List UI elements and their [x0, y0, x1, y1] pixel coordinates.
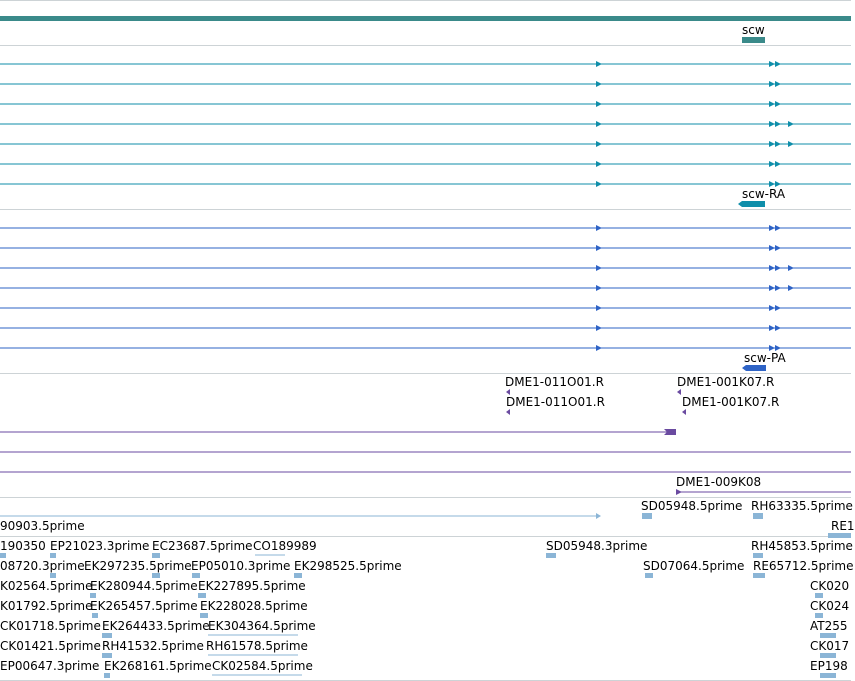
- est-label[interactable]: SD05948.5prime: [641, 499, 743, 513]
- est-label[interactable]: EK228028.5prime: [200, 599, 308, 613]
- est-label[interactable]: EK265457.5prime: [90, 599, 198, 613]
- est-feature[interactable]: [815, 593, 823, 598]
- est-label[interactable]: EK297235.5prime: [84, 559, 192, 573]
- gene-feature-scw[interactable]: [742, 37, 765, 43]
- oligo-marker[interactable]: [682, 409, 686, 415]
- est-feature[interactable]: [192, 573, 200, 578]
- est-label[interactable]: SD07064.5prime: [643, 559, 745, 573]
- est-feature[interactable]: [0, 553, 6, 558]
- est-feature[interactable]: [152, 553, 160, 558]
- transcript-pa-feature-arrow: [742, 365, 746, 371]
- est-feature[interactable]: [645, 573, 653, 578]
- est-label[interactable]: CK017: [810, 639, 850, 653]
- oligo-label[interactable]: DME1-009K08: [676, 475, 762, 489]
- track-separator: [0, 0, 851, 1]
- transcript-pa-feature[interactable]: [746, 365, 766, 371]
- est-label[interactable]: CK020: [810, 579, 850, 593]
- est-track[interactable]: [0, 513, 851, 678]
- gene-label-scw[interactable]: scw: [742, 23, 765, 37]
- est-label[interactable]: RH63335.5prime: [751, 499, 853, 513]
- est-label[interactable]: EC23687.5prime: [152, 539, 253, 553]
- oligo-marker[interactable]: [676, 489, 682, 495]
- est-label[interactable]: AT255: [810, 619, 848, 633]
- track-separator: [0, 45, 851, 46]
- est-feature[interactable]: [753, 513, 763, 519]
- est-feature[interactable]: [546, 553, 556, 558]
- transcript-ra-label[interactable]: scw-RA: [742, 187, 786, 201]
- est-feature[interactable]: [820, 633, 836, 638]
- est-feature[interactable]: [828, 533, 851, 538]
- est-feature[interactable]: [815, 613, 823, 618]
- est-feature[interactable]: [753, 573, 765, 578]
- est-feature[interactable]: [642, 513, 652, 519]
- transcript-pa-label[interactable]: scw-PA: [744, 351, 786, 365]
- est-label[interactable]: EK227895.5prime: [198, 579, 306, 593]
- est-label[interactable]: RH45853.5prime: [751, 539, 853, 553]
- est-feature[interactable]: [102, 653, 112, 658]
- est-feature[interactable]: [753, 553, 763, 558]
- est-label[interactable]: EP00647.3prime: [0, 659, 100, 673]
- est-label[interactable]: 90903.5prime: [0, 519, 85, 533]
- est-label[interactable]: CK02584.5prime: [212, 659, 313, 673]
- est-label[interactable]: CK01421.5prime: [0, 639, 101, 653]
- transcript-pa-group[interactable]: [0, 225, 851, 351]
- est-label[interactable]: EK264433.5prime: [102, 619, 210, 633]
- est-label[interactable]: 08720.3prime: [0, 559, 85, 573]
- est-feature[interactable]: [152, 573, 160, 578]
- est-label[interactable]: EK298525.5prime: [294, 559, 402, 573]
- oligo-marker[interactable]: [677, 389, 681, 395]
- transcript-ra-feature[interactable]: [742, 201, 765, 207]
- est-feature[interactable]: [50, 553, 56, 558]
- oligo-label[interactable]: DME1-011O01.R: [505, 375, 604, 389]
- est-feature[interactable]: [820, 653, 836, 658]
- oligo-label[interactable]: DME1-001K07.R: [682, 395, 780, 409]
- est-label[interactable]: CK024: [810, 599, 850, 613]
- transcript-ra-feature-arrow: [738, 201, 742, 207]
- oligo-label[interactable]: DME1-011O01.R: [506, 395, 605, 409]
- est-label[interactable]: EK304364.5prime: [208, 619, 316, 633]
- est-label[interactable]: K01792.5prime: [0, 599, 93, 613]
- track-separator: [0, 497, 851, 498]
- est-label[interactable]: RE1: [831, 519, 855, 533]
- est-feature[interactable]: [102, 633, 112, 638]
- oligo-label[interactable]: DME1-001K07.R: [677, 375, 775, 389]
- est-feature[interactable]: [294, 573, 302, 578]
- est-label[interactable]: K02564.5prime: [0, 579, 93, 593]
- est-feature[interactable]: [92, 613, 98, 618]
- est-feature[interactable]: [50, 573, 56, 578]
- est-arrow: [596, 513, 601, 519]
- est-feature[interactable]: [198, 593, 206, 598]
- est-label[interactable]: EP05010.3prime: [191, 559, 291, 573]
- est-label[interactable]: 190350: [0, 539, 46, 553]
- est-label[interactable]: EP21023.3prime: [50, 539, 150, 553]
- est-label[interactable]: EK280944.5prime: [90, 579, 198, 593]
- est-feature[interactable]: [820, 673, 836, 678]
- track-separator: [0, 209, 851, 210]
- track-separator: [0, 536, 851, 537]
- track-separator: [0, 373, 851, 374]
- est-feature[interactable]: [90, 593, 96, 598]
- est-label[interactable]: CO189989: [253, 539, 317, 553]
- est-label[interactable]: RE65712.5prime: [753, 559, 854, 573]
- est-label[interactable]: EP198: [810, 659, 848, 673]
- est-label[interactable]: RH61578.5prime: [206, 639, 308, 653]
- est-feature[interactable]: [200, 613, 208, 618]
- est-label[interactable]: CK01718.5prime: [0, 619, 101, 633]
- gene-bar[interactable]: [0, 16, 851, 21]
- est-label[interactable]: SD05948.3prime: [546, 539, 648, 553]
- est-label[interactable]: EK268161.5prime: [104, 659, 212, 673]
- transcript-ra-group[interactable]: [0, 61, 851, 187]
- est-label[interactable]: RH41532.5prime: [102, 639, 204, 653]
- oligo-marker[interactable]: [506, 409, 510, 415]
- est-feature[interactable]: [104, 673, 110, 678]
